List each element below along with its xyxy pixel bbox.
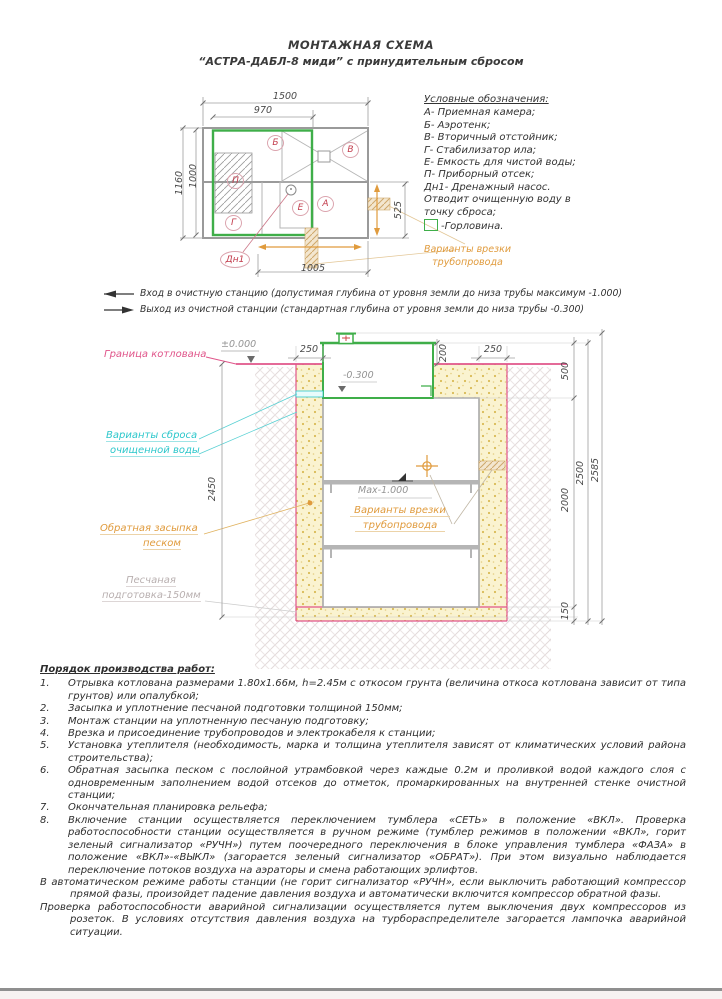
legend-item: Отводит очищенную воду в bbox=[424, 194, 571, 206]
procedure-note: В автоматическом режиме работы станции (не горит сигнализатор «РУЧН», если выключить работающий компрессор прямой фазы, произойдет падение давления воздуха и автоматически включится компрессор обратной фазы. bbox=[40, 876, 686, 901]
step-number: 7. bbox=[40, 802, 50, 814]
step-number: 5. bbox=[40, 740, 50, 752]
work-procedure bbox=[40, 664, 686, 939]
dim-2500: 2500 bbox=[575, 460, 586, 486]
dim-150: 150 bbox=[560, 601, 571, 621]
pit-border-label: Граница котлована bbox=[104, 349, 207, 360]
legend-item: Дн1- Дренажный насос. bbox=[424, 181, 551, 193]
tank-body bbox=[323, 398, 479, 607]
bottom-pipe-stub bbox=[305, 228, 318, 268]
dim-2000: 2000 bbox=[560, 487, 571, 513]
dim-left-250: 250 bbox=[299, 344, 319, 355]
io-arrows bbox=[104, 291, 134, 314]
step-text: Врезка и присоединение трубопроводов и электрокабеля к станции; bbox=[68, 728, 436, 740]
discharge-label-1: Варианты сброса bbox=[106, 430, 198, 441]
dim-1160: 1160 bbox=[174, 170, 185, 196]
step-number: 1. bbox=[40, 678, 50, 690]
procedure-step bbox=[40, 765, 686, 802]
section-pipe-note-2: трубопровода bbox=[355, 520, 445, 532]
procedure-note: Проверка работоспособности аварийной сигнализации осуществляется путем выключения двух компрессоров из розеток. В условиях отсутствия давления воздуха на турбораспределителе загорается лампочка аварийной ситуации. bbox=[40, 901, 686, 938]
legend-item: А- Приемная камера; bbox=[424, 107, 536, 119]
procedure-step bbox=[40, 703, 686, 715]
drawing-title: МОНТАЖНАЯ СХЕМА bbox=[287, 38, 435, 52]
dim-500: 500 bbox=[560, 361, 571, 381]
step-text: Окончательная планировка рельефа; bbox=[68, 802, 268, 814]
procedure-step bbox=[40, 728, 686, 740]
step-number: 6. bbox=[40, 765, 50, 777]
procedure-header: Порядок производства работ: bbox=[40, 664, 215, 675]
section-pipe-note-1: Варианты врезки bbox=[350, 505, 450, 517]
outlet-note: Выход из очистной станции (стандартная глубина от уровня земли до низа трубы -0.300) bbox=[140, 304, 585, 315]
legend-item: Г- Стабилизатор ила; bbox=[424, 144, 537, 156]
outlet-arrow-icon bbox=[122, 307, 134, 314]
step-text: Включение станции осуществляется переключением тумблера «СЕТЬ» в положение «ВКЛ». Проверка работоспособности станции осуществляется в ручном режиме (тумблер режимов в положении «ВКЛ», горит зеленый сигнализатор «РУЧН») путем поочередного переключения в блоке управления тумблера «ФАЗА» в положение «ВКЛ»-«ВЫКЛ» (загорается зеленый сигнализатор «ОБРАТ»). При этом визуально наблюдается переключение потоков воздуха на аэраторы и смена работающих эрлифтов. bbox=[68, 814, 686, 876]
legend-item: Е- Емкость для чистой воды; bbox=[424, 157, 576, 169]
inlet-note: Вход в очистную станцию (допустимая глубина от уровня земли до низа трубы максимум -1.000) bbox=[140, 288, 623, 299]
step-text: Засыпка и уплотнение песчаной подготовки толщиной 150мм; bbox=[68, 703, 403, 715]
step-text: Отрывка котлована размерами 1.80х1.66м, h=2.45м с откосом грунта (величина откоса котлована зависит от типа грунтов) или опалубкой; bbox=[68, 678, 686, 702]
gorlovina-label: -Горловина. bbox=[441, 221, 504, 233]
lid bbox=[336, 334, 356, 344]
step-number: 3. bbox=[40, 715, 50, 727]
cross-section bbox=[199, 329, 605, 669]
procedure-step bbox=[40, 716, 686, 728]
step-number: 8. bbox=[40, 814, 50, 826]
dim-2450: 2450 bbox=[207, 476, 218, 502]
inlet-arrow-icon bbox=[104, 291, 116, 298]
side-pipe-stub bbox=[368, 198, 390, 210]
step-text: Установка утеплителя (необходимость, марка и толщина утеплителя зависят от климатических условий района строительства); bbox=[68, 740, 686, 764]
level-zero: ±0.000 bbox=[221, 339, 257, 350]
compartment-label-p: П bbox=[227, 173, 244, 189]
dim-1005: 1005 bbox=[300, 263, 326, 274]
legend-header: Условные обозначения: bbox=[424, 94, 549, 105]
dim-2585: 2585 bbox=[590, 457, 601, 483]
step-text: Обратная засыпка песком с послойной утрамбовкой через каждые 0.2м и проливкой водой каждого слоя с одновременным заполнением водой отсеков до отметок, промаркированных на внутренней стенке очистной станции; bbox=[68, 765, 686, 802]
level-max1000: Max-1.000 bbox=[358, 485, 409, 496]
drain-pump-label: Дн1 bbox=[220, 251, 250, 268]
legend-item: Б- Аэротенк; bbox=[424, 119, 491, 131]
compartment-label-g: Г bbox=[225, 215, 242, 231]
legend-item: В- Вторичный отстойник; bbox=[424, 132, 558, 144]
compartment-label-v: В bbox=[342, 142, 359, 158]
dim-525: 525 bbox=[393, 200, 404, 220]
compartment-label-b: Б bbox=[267, 135, 284, 151]
sandprep-label-2: подготовка-150мм bbox=[102, 590, 201, 601]
gorlovina-swatch bbox=[424, 219, 438, 231]
step-text: Монтаж станции на уплотненную песчаную подготовку; bbox=[68, 715, 369, 727]
dim-right-250: 250 bbox=[483, 344, 503, 355]
plan-pipe-note-2: трубопровода bbox=[432, 257, 503, 268]
step-number: 4. bbox=[40, 728, 50, 740]
legend-item: точку сброса; bbox=[424, 206, 497, 218]
compartment-label-a: А bbox=[317, 196, 334, 212]
compartment-label-e: Е bbox=[292, 200, 309, 216]
section-side-pipe bbox=[479, 461, 505, 470]
legend-item: П- Приборный отсек; bbox=[424, 169, 535, 181]
procedure-step bbox=[40, 815, 686, 877]
backfill-label-2: песком bbox=[143, 538, 181, 549]
outlet-pipe-stub bbox=[296, 391, 323, 397]
sandprep-label-1: Песчаная bbox=[126, 575, 176, 586]
gorlovina-neck bbox=[323, 343, 433, 398]
procedure-step bbox=[40, 802, 686, 814]
backfill-label-1: Обратная засыпка bbox=[100, 523, 198, 534]
dim-1000: 1000 bbox=[188, 163, 199, 189]
dim-neck-200: 200 bbox=[438, 343, 449, 363]
legend-item-gorlovina bbox=[424, 219, 649, 233]
procedure-step bbox=[40, 678, 686, 703]
plan-pipe-note-1: Варианты врезки bbox=[423, 244, 512, 255]
procedure-step bbox=[40, 740, 686, 765]
dim-1500: 1500 bbox=[272, 91, 298, 102]
discharge-label-2: очищенной воды bbox=[110, 445, 200, 456]
dim-970: 970 bbox=[253, 105, 273, 116]
drawing-subtitle: “АСТРА-ДАБЛ-8 миди” с принудительным сбросом bbox=[198, 55, 524, 68]
legend bbox=[424, 94, 649, 233]
level-minus300: -0.300 bbox=[343, 370, 374, 381]
step-number: 2. bbox=[40, 703, 50, 715]
